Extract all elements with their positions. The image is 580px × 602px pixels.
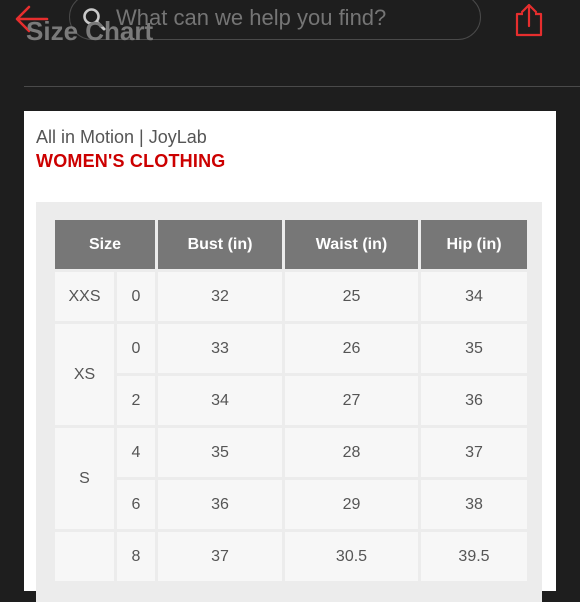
waist-value: 27 [284, 375, 420, 427]
hip-value: 36 [420, 375, 529, 427]
size-label [54, 531, 116, 583]
header-size: Size [54, 219, 157, 271]
table-header-row [54, 219, 529, 271]
table-row [54, 323, 529, 375]
size-number: 8 [116, 531, 157, 583]
waist-value: 30.5 [284, 531, 420, 583]
hip-value: 34 [420, 271, 529, 323]
page-title-text: Size Chart [26, 16, 154, 46]
divider [24, 86, 580, 87]
bust-value: 33 [157, 323, 284, 375]
table-row [54, 531, 529, 583]
table-row [54, 427, 529, 479]
hip-value: 39.5 [420, 531, 529, 583]
header-bust: Bust (in) [157, 219, 284, 271]
search-input[interactable] [116, 5, 466, 31]
share-icon [512, 2, 546, 38]
bust-value: 32 [157, 271, 284, 323]
size-number: 0 [116, 323, 157, 375]
size-number: 0 [116, 271, 157, 323]
category-heading: WOMEN'S CLOTHING [36, 151, 226, 171]
hip-value: 38 [420, 479, 529, 531]
hip-value: 37 [420, 427, 529, 479]
hip-value: 35 [420, 323, 529, 375]
size-number: 4 [116, 427, 157, 479]
waist-value: 25 [284, 271, 420, 323]
bust-value: 37 [157, 531, 284, 583]
size-table [52, 217, 530, 584]
waist-value: 28 [284, 427, 420, 479]
table-row [54, 375, 529, 427]
bust-value: 34 [157, 375, 284, 427]
size-label: S [54, 427, 116, 531]
bust-value: 36 [157, 479, 284, 531]
size-number: 6 [116, 479, 157, 531]
size-label: XXS [54, 271, 116, 323]
size-number: 2 [116, 375, 157, 427]
bust-value: 35 [157, 427, 284, 479]
waist-value: 26 [284, 323, 420, 375]
header-hip: Hip (in) [420, 219, 529, 271]
share-button[interactable] [512, 2, 546, 38]
table-row [54, 271, 529, 323]
page-title [26, 16, 154, 56]
brand-name: All in Motion | JoyLab [36, 127, 207, 147]
table-row [54, 479, 529, 531]
header-waist: Waist (in) [284, 219, 420, 271]
waist-value: 29 [284, 479, 420, 531]
size-label: XS [54, 323, 116, 427]
